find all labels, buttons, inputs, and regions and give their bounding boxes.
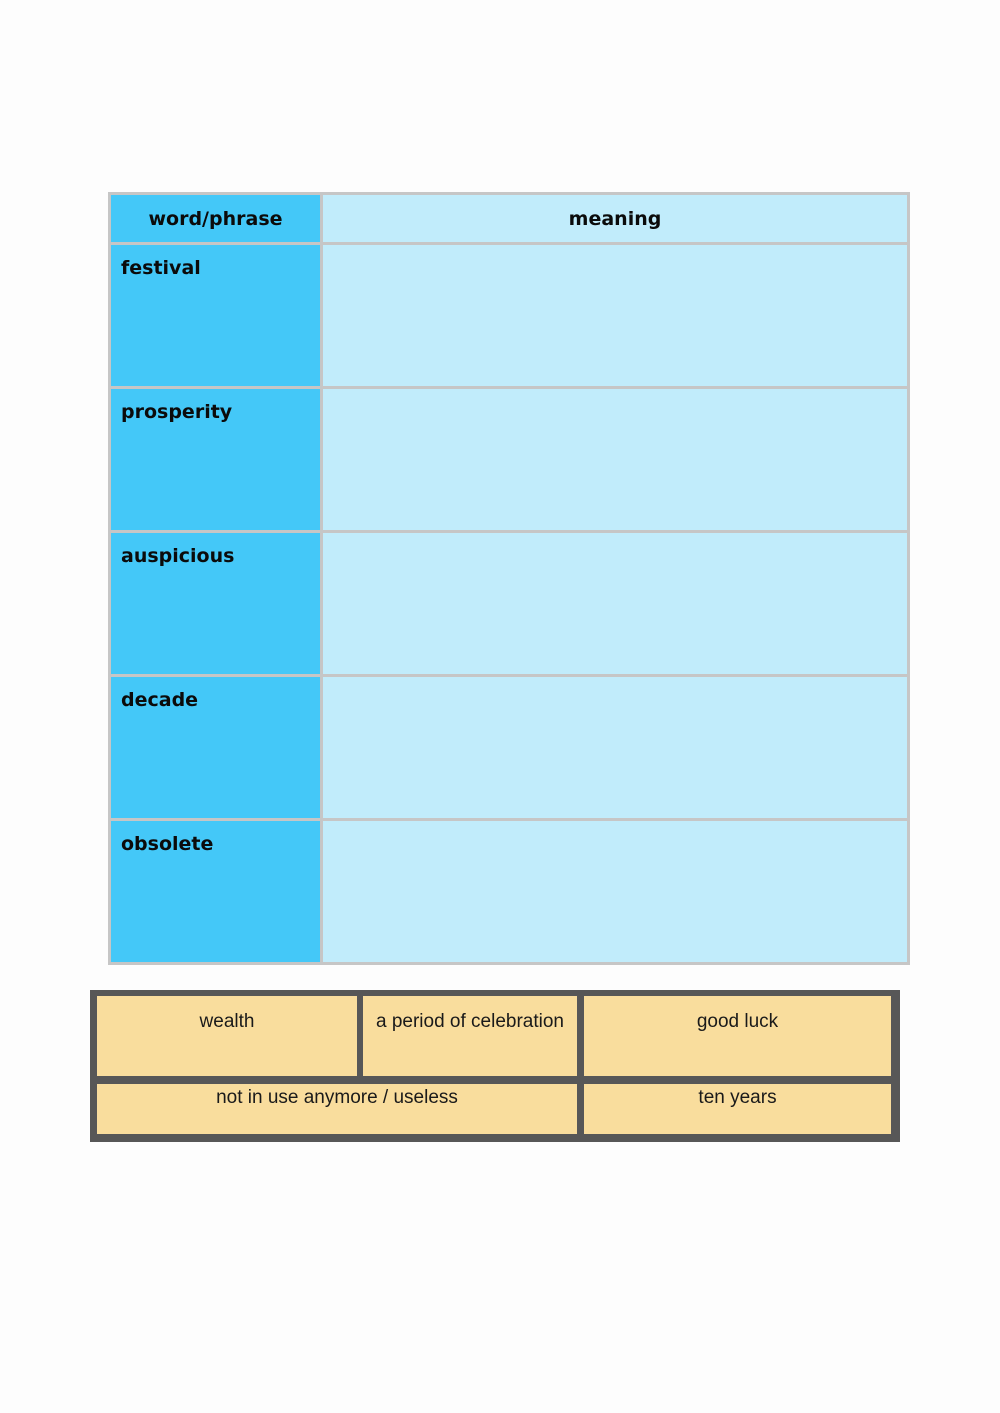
header-word-phrase: word/phrase [110,194,322,244]
answer-tile-period-of-celebration[interactable]: a period of celebration [363,996,577,1076]
answer-tile-wealth[interactable]: wealth [97,996,357,1076]
answer-tile-ten-years[interactable]: ten years [584,1084,891,1134]
word-cell-obsolete: obsolete [110,820,322,964]
meaning-drop-zone-prosperity[interactable] [322,388,909,532]
meaning-drop-zone-obsolete[interactable] [322,820,909,964]
word-cell-festival: festival [110,244,322,388]
word-cell-decade: decade [110,676,322,820]
meaning-drop-zone-auspicious[interactable] [322,532,909,676]
word-cell-auspicious: auspicious [110,532,322,676]
table-row [110,532,909,676]
table-row [110,820,909,964]
word-cell-prosperity: prosperity [110,388,322,532]
answer-tile-good-luck[interactable]: good luck [584,996,891,1076]
vocabulary-table [108,192,910,965]
meaning-drop-zone-festival[interactable] [322,244,909,388]
table-row [110,676,909,820]
answer-bank [90,990,900,1142]
answer-tile-not-in-use[interactable]: not in use anymore / useless [97,1084,577,1134]
table-header-row [110,194,909,244]
table-row [110,388,909,532]
table-row [110,244,909,388]
meaning-drop-zone-decade[interactable] [322,676,909,820]
header-meaning: meaning [322,194,909,244]
